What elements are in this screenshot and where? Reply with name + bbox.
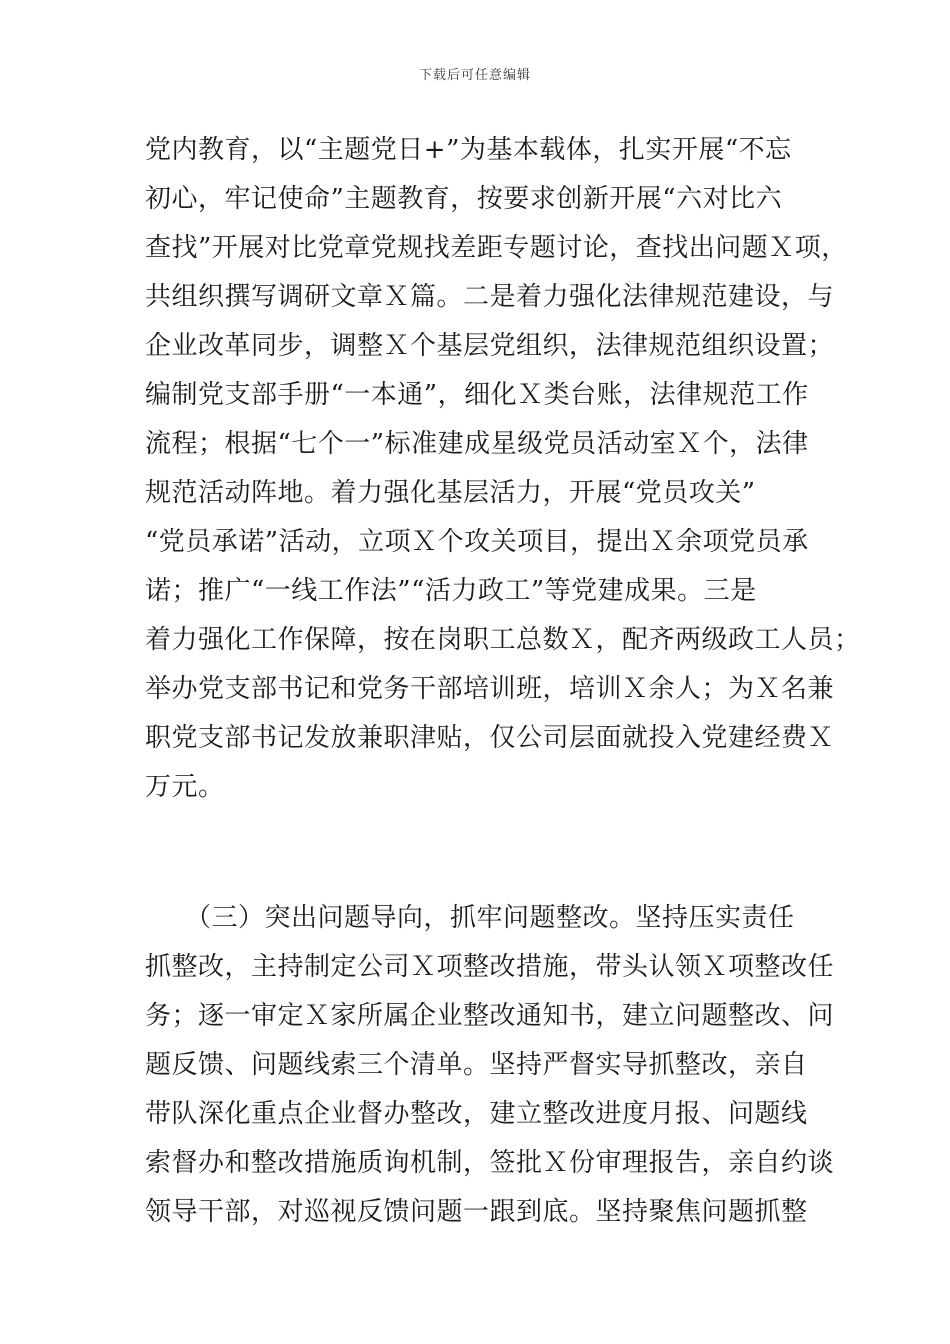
text-line: 规范活动阵地。着力强化基层活力，开展“党员攻关” [145,478,756,508]
text-line: 初心，牢记使命”主题教育，按要求创新开展“六对比六 [145,184,783,214]
text-line: 抓整改，主持制定公司Ｘ项整改措施，带头认领Ｘ项整改任 [145,952,835,982]
text-line: 着力强化工作保障，按在岗职工总数Ｘ，配齐两级政工人员； [145,625,861,655]
text-line: 共组织撰写调研文章Ｘ篇。二是着力强化法律规范建设，与 [145,282,835,312]
text-line: 企业改革同步，调整Ｘ个基层党组织，法律规范组织设置； [145,331,835,361]
text-line: 索督办和整改措施质询机制，签批Ｘ份审理报告，亲自约谈 [145,1148,835,1178]
text-line: 举办党支部书记和党务干部培训班，培训Ｘ余人；为Ｘ名兼 [145,674,835,704]
text-line: 带队深化重点企业督办整改，建立整改进度月报、问题线 [145,1099,808,1129]
text-line: （三）突出问题导向，抓牢问题整改。坚持压实责任 [145,903,795,933]
paragraph [145,894,835,1237]
text-line: 领导干部，对巡视反馈问题一跟到底。坚持聚焦问题抓整 [145,1197,808,1227]
text-line: 职党支部书记发放兼职津贴，仅公司层面就投入党建经费Ｘ [145,723,835,753]
text-line: 务；逐一审定Ｘ家所属企业整改通知书，建立问题整改、问 [145,1001,835,1031]
text-line: 党内教育，以“主题党日+”为基本载体，扎实开展“不忘 [145,135,792,165]
text-line: 题反馈、问题线索三个清单。坚持严督实导抓整改，亲自 [145,1050,808,1080]
document-body [145,126,861,1237]
text-line: 流程；根据“七个一”标准建成星级党员活动室Ｘ个，法律 [145,429,809,459]
paragraph-spacer [145,812,825,894]
text-line: 查找”开展对比党章党规找差距专题讨论，查找出问题Ｘ项， [145,233,848,263]
page-header: 下载后可任意编辑 [418,68,531,83]
text-line: 诺；推广“一线工作法”“活力政工”等党建成果。三是 [145,576,757,606]
text-line: 编制党支部手册“一本通”，细化Ｘ类台账，法律规范工作 [145,380,809,410]
text-line: “党员承诺”活动，立项Ｘ个攻关项目，提出Ｘ余项党员承 [145,527,809,557]
paragraph [145,126,861,812]
text-line: 万元。 [145,772,225,802]
